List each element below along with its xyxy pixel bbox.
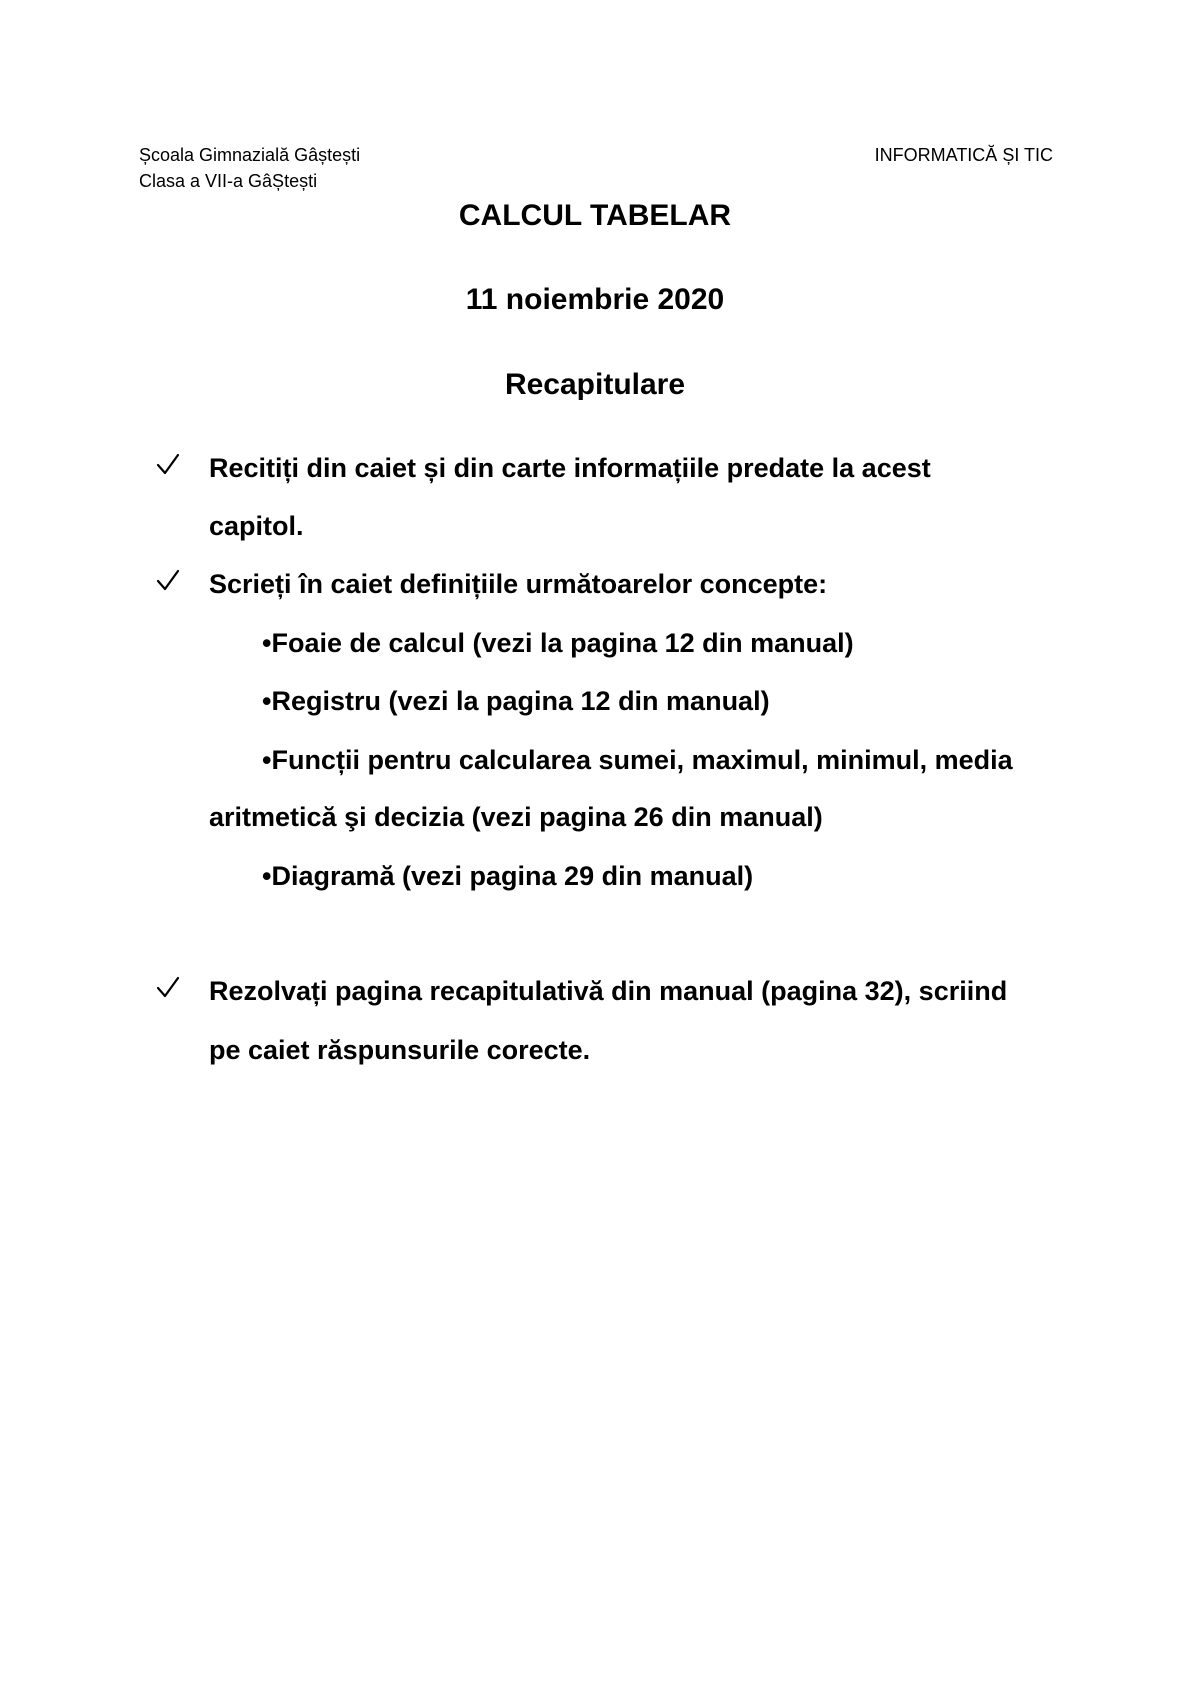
class-name: Clasa a VII-a GâȘtești (139, 171, 318, 191)
concept-functii: •Funcții pentru calcularea sumei, maximul, minimul, media (262, 745, 1013, 775)
concept-registru: •Registru (vezi la pagina 12 din manual) (262, 686, 770, 716)
lesson-date: 11 noiembrie 2020 (465, 283, 725, 316)
concept-functii-continued: aritmetică şi decizia (vezi pagina 26 din manual) (209, 802, 823, 832)
task-1-line-1: Recitiți din caiet și din carte informațiile predate la acest (209, 453, 931, 483)
checkmark-icon (156, 975, 180, 999)
task-3-line-1: Rezolvați pagina recapitulativă din manual (pagina 32), scriind (209, 976, 1008, 1006)
section-title: Recapitulare (504, 368, 686, 401)
page-title: CALCUL TABELAR (458, 199, 732, 232)
checkmark-icon (156, 568, 180, 592)
task-2-line-1: Scrieți în caiet definițiile următoarelor concepte: (209, 569, 828, 599)
task-3-line-2: pe caiet răspunsurile corecte. (209, 1035, 591, 1065)
subject-name: INFORMATICĂ ȘI TIC (874, 145, 1053, 165)
checkmark-icon (156, 452, 180, 476)
task-1-line-2: capitol. (209, 511, 304, 541)
school-name: Școala Gimnazială Gâștești (139, 145, 361, 165)
concept-diagrama: •Diagramă (vezi pagina 29 din manual) (262, 861, 754, 891)
concept-foaie-de-calcul: •Foaie de calcul (vezi la pagina 12 din manual) (262, 628, 854, 658)
